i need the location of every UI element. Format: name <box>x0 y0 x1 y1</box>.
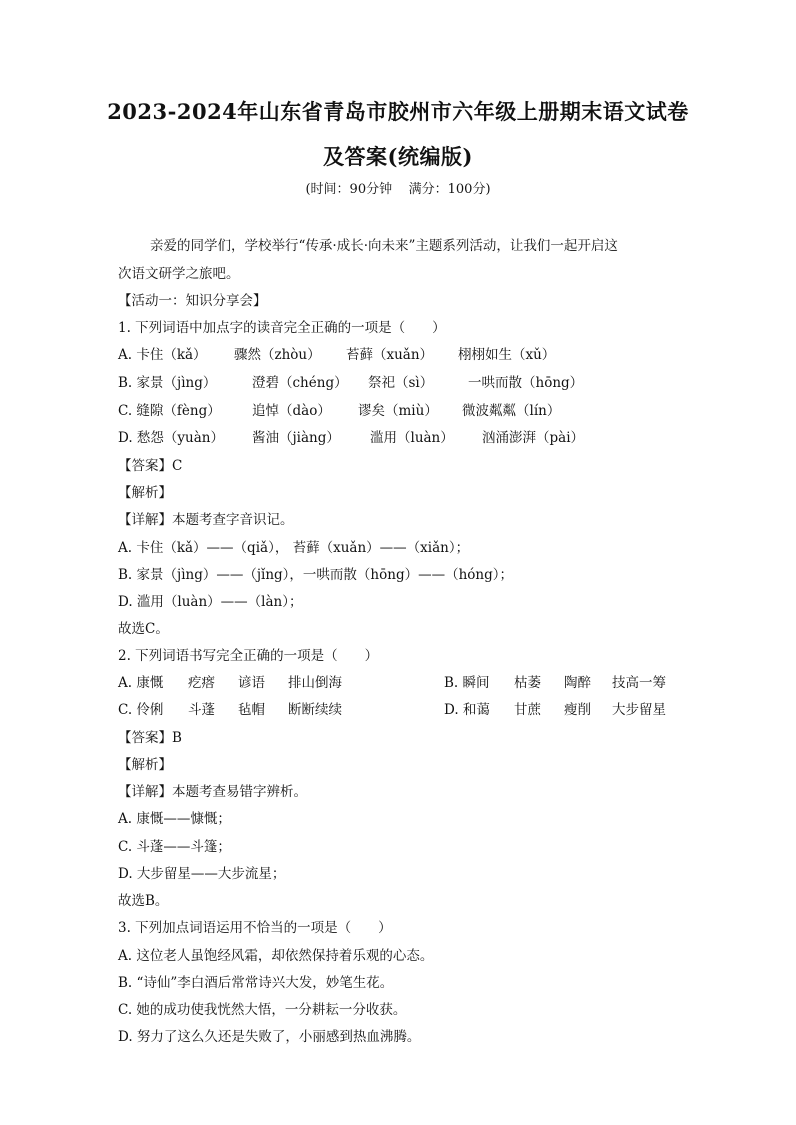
q2-option-word: 排山倒海 <box>288 675 342 691</box>
q3-stem: 3. 下列加点词语运用不恰当的一项是（ ） <box>118 920 392 936</box>
q1-option-word: 追悼（dào） <box>252 403 331 419</box>
document-title-line2: 及答案(统编版) <box>323 144 473 169</box>
q3-option: D. 努力了这么久还是失败了，小丽感到热血沸腾。 <box>118 1029 421 1045</box>
q1-answer: 【答案】C <box>118 458 183 474</box>
q1-detail: 【详解】本题考查字音识记。 <box>118 512 294 528</box>
q1-option-word: 谬矣（miù） <box>358 403 438 419</box>
q2-stem: 2. 下列词语书写完全正确的一项是（ ） <box>118 648 379 664</box>
q2-detail: 【详解】本题考查易错字辨析。 <box>118 784 307 800</box>
q1-option-word: 滥用（luàn） <box>370 430 454 446</box>
q1-option-word: D. 愁怨（yuàn） <box>118 430 224 446</box>
q1-option-word: 微波粼粼（lín） <box>462 403 561 419</box>
q1-stem: 1. 下列词语中加点字的读音完全正确的一项是（ ） <box>118 320 446 336</box>
q2-option-word: 谚语 <box>238 675 265 691</box>
q1-option-word: C. 缝隙（fèng） <box>118 403 221 419</box>
q2-option-word: 枯萎 <box>514 675 541 691</box>
exam-meta: (时间：90分钟 满分：100分) <box>305 182 491 197</box>
q1-option-word: 汹涌澎湃（pài） <box>482 430 585 446</box>
q1-analysis-label: 【解析】 <box>118 485 172 501</box>
q2-option-word: 大步留星 <box>612 702 666 718</box>
q2-explain-line: A. 康慨——慷慨； <box>118 811 231 827</box>
q1-explain-line: D. 滥用（luàn）——（làn）； <box>118 594 303 610</box>
intro-paragraph: 亲爱的同学们，学校举行“传承·成长·向未来”主题系列活动，让我们一起开启这 <box>150 238 618 254</box>
q1-option-word: 骤然（zhòu） <box>234 347 321 363</box>
q1-option-word: 栩栩如生（xǔ） <box>458 347 556 363</box>
q2-option-word: 技高一筹 <box>612 675 666 691</box>
activity-heading: 【活动一：知识分享会】 <box>118 293 267 309</box>
q1-option-word: 祭祀（sì） <box>368 375 434 391</box>
q1-option-word: 澄碧（chéng） <box>252 375 348 391</box>
q3-option: A. 这位老人虽饱经风霜，却依然保持着乐观的心态。 <box>118 948 434 964</box>
q2-option-word: D. 和蔼 <box>444 702 490 718</box>
q2-option-word: 疙瘩 <box>188 675 215 691</box>
q2-option-word: 陶醉 <box>564 675 591 691</box>
q1-option-word: 一哄而散（hōng） <box>468 375 584 391</box>
q2-option-word: 瘦削 <box>564 702 591 718</box>
q2-option-word: 斗蓬 <box>188 702 215 718</box>
q1-explain-line: B. 家景（jìng）——（jǐng），一哄而散（hōng）——（hóng）； <box>118 567 513 583</box>
q3-option: C. 她的成功使我恍然大悟，一分耕耘一分收获。 <box>118 1002 407 1018</box>
q1-option-word: 酱油（jiàng） <box>252 430 340 446</box>
q2-option-word: B. 瞬间 <box>444 675 490 691</box>
q2-option-word: 毡帽 <box>238 702 265 718</box>
q1-explain-line: A. 卡住（kǎ）——（qiǎ）， 苔藓（xuǎn）——（xiǎn）； <box>118 540 470 556</box>
q1-conclusion: 故选C。 <box>118 621 169 637</box>
q3-option: B. “诗仙”李白酒后常常诗兴大发，妙笔生花。 <box>118 975 394 991</box>
q2-option-word: 甘蔗 <box>514 702 541 718</box>
q2-answer: 【答案】B <box>118 730 182 746</box>
q2-option-word: A. 康慨 <box>118 675 164 691</box>
q1-option-word: A. 卡住（kǎ） <box>118 347 207 363</box>
q2-option-word: C. 伶俐 <box>118 702 164 718</box>
q1-option-word: B. 家景（jìng） <box>118 375 217 391</box>
q1-option-word: 苔藓（xuǎn） <box>346 347 434 363</box>
q2-explain-line: D. 大步留星——大步流星； <box>118 866 286 882</box>
q2-analysis-label: 【解析】 <box>118 757 172 773</box>
q2-conclusion: 故选B。 <box>118 893 169 909</box>
q2-option-word: 断断续续 <box>288 702 342 718</box>
q2-explain-line: C. 斗蓬——斗篷； <box>118 839 231 855</box>
intro-paragraph-cont: 次语文研学之旅吧。 <box>118 266 240 282</box>
document-title: 2023-2024年山东省青岛市胶州市六年级上册期末语文试卷 <box>107 99 689 124</box>
